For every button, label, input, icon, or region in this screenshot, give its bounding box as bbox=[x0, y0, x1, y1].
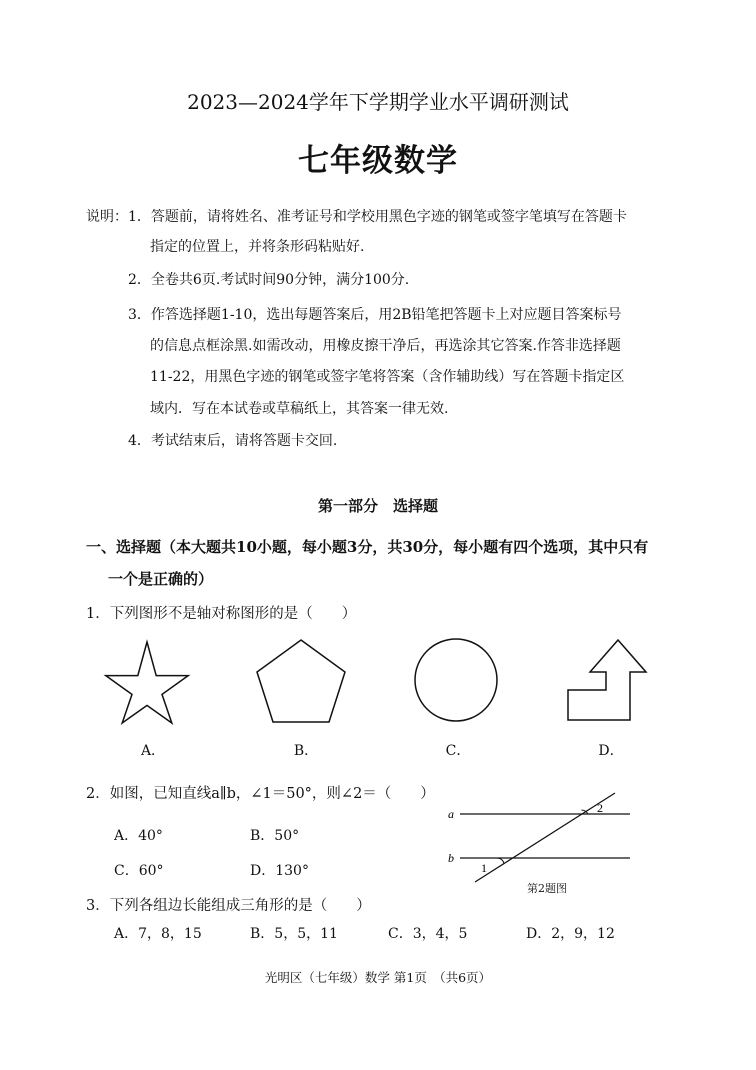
angle-1-label: 1 bbox=[481, 861, 487, 875]
circle-shape bbox=[410, 634, 502, 726]
question-2-text: 2．如图，已知直线a∥b，∠1＝50°，则∠2＝（ ） bbox=[86, 786, 435, 802]
page-footer: 光明区（七年级）数学 第1页 （共6页） bbox=[264, 970, 492, 985]
instruction-line-6: 11-22，用黑色字迹的钢笔或签字笔将答案（含作辅助线）写在答题卡指定区 bbox=[150, 369, 625, 385]
angle-1-arc bbox=[497, 858, 504, 864]
question-3-text: 3．下列各组边长能组成三角形的是（ ） bbox=[86, 898, 371, 914]
q1-option-c-label: C． bbox=[445, 743, 471, 759]
section-heading-line-2: 一个是正确的） bbox=[108, 570, 214, 588]
instruction-line-3: 2．全卷共6页.考试时间90分钟，满分100分. bbox=[128, 272, 410, 288]
star-shape bbox=[100, 636, 192, 728]
q3-option-a: A．7，8，15 bbox=[114, 926, 202, 942]
q3-option-d: D．2，9，12 bbox=[526, 926, 615, 942]
angle-2-label: 2 bbox=[597, 801, 603, 815]
part1-title: 第一部分 选择题 bbox=[317, 497, 438, 515]
q2-option-c: C．60° bbox=[114, 863, 164, 879]
q1-option-d-label: D． bbox=[598, 743, 624, 759]
exam-title: 2023—2024学年下学期学业水平调研测试 bbox=[187, 90, 569, 114]
q2-option-b: B．50° bbox=[250, 828, 300, 844]
instruction-line-2: 指定的位置上，并将条形码粘贴好. bbox=[150, 239, 365, 255]
instruction-line-1: 1．答题前，请将姓名、准考证号和学校用黑色字迹的钢笔或签字笔填写在答题卡 bbox=[128, 209, 627, 225]
instructions-prefix: 说明： bbox=[86, 209, 128, 225]
q2-option-d: D．130° bbox=[250, 863, 309, 879]
q3-option-b: B．5，5，11 bbox=[250, 926, 338, 942]
q1-option-b-label: B． bbox=[293, 743, 319, 759]
q1-option-a-label: A． bbox=[140, 743, 166, 759]
q2-figure-caption: 第2题图 bbox=[527, 882, 567, 895]
instruction-line-8: 4．考试结束后，请将答题卡交回. bbox=[128, 433, 338, 449]
q3-option-c: C．3，4，5 bbox=[388, 926, 468, 942]
pentagon-shape bbox=[254, 636, 348, 728]
question-1-text: 1．下列图形不是轴对称图形的是（ ） bbox=[86, 606, 357, 622]
section-heading-line-1: 一、选择题（本大题共10小题，每小题3分，共30分，每小题有四个选项，其中只有 bbox=[86, 538, 649, 556]
line-a-label: a bbox=[448, 807, 454, 821]
instruction-line-7: 域内．写在本试卷或草稿纸上，其答案一律无效. bbox=[150, 401, 449, 417]
subject-title: 七年级数学 bbox=[298, 143, 458, 179]
q2-option-a: A．40° bbox=[114, 828, 163, 844]
instruction-line-5: 的信息点框涂黑.如需改动，用橡皮擦干净后，再选涂其它答案.作答非选择题 bbox=[150, 338, 621, 354]
transversal-line bbox=[475, 793, 615, 882]
bent-arrow-shape bbox=[562, 634, 658, 726]
instruction-line-4: 3．作答选择题1-10，选出每题答案后，用2B铅笔把答题卡上对应题目答案标号 bbox=[128, 307, 622, 323]
line-b-label: b bbox=[448, 851, 454, 865]
